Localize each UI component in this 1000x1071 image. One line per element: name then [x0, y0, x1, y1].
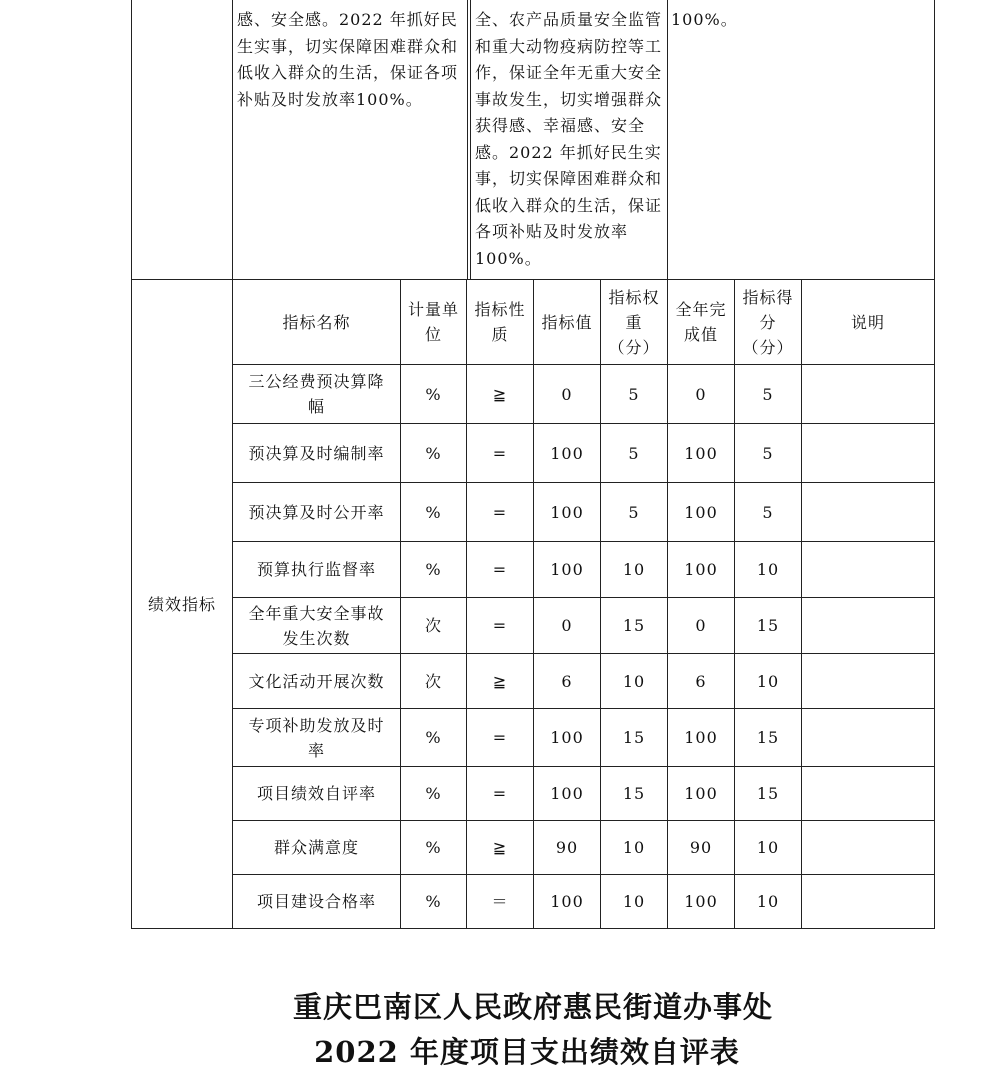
cell-nature: =: [492, 443, 508, 463]
cell-unit: %: [425, 784, 442, 803]
cell-nature: =: [492, 728, 508, 747]
cell-value: 100: [550, 892, 584, 911]
cell-note: [802, 654, 934, 708]
divider: [667, 0, 668, 279]
cell-weight: 5: [628, 384, 640, 404]
actual-text: 全、农产品质量安全监管和重大动物疫病防控等工作，保证全年无重大安全事故发生，切实增强群众获得感、幸福感、安全感。2022 年抓好民生实事，切实保障困难群众和低收入群众的生活，保证各项补贴及时发放率 100%。: [475, 10, 663, 268]
cell-weight: 15: [622, 616, 646, 635]
header-note: 说明: [850, 312, 885, 332]
cell-actual: 0: [695, 616, 707, 635]
cell-note: [802, 875, 934, 928]
cell-actual: 100: [684, 560, 718, 579]
cell-actual: 6: [695, 671, 707, 691]
cell-unit: %: [425, 838, 442, 857]
header-score: 指标得分（分）: [742, 287, 794, 357]
cell-name: 群众满意度: [273, 838, 359, 857]
cell-value: 100: [550, 560, 584, 579]
cell-note: [802, 598, 934, 653]
cell-value: 0: [561, 384, 573, 404]
cell-nature: =: [492, 560, 508, 579]
cell-note: [802, 821, 934, 874]
header-unit: 计量单位: [407, 300, 459, 344]
cell-note: [802, 709, 934, 766]
goal-text: 感、安全感。2022 年抓好民生实事，切实保障困难群众和低收入群众的生活，保证各项补贴及时发放率100%。: [237, 10, 459, 109]
cell-note: [802, 424, 934, 482]
cell-unit: 次: [424, 671, 442, 691]
cell-weight: 15: [622, 784, 646, 803]
cell-value: 100: [550, 502, 584, 522]
cell-value: 0: [561, 616, 573, 635]
cell-value: 100: [550, 443, 584, 463]
cell-score: 5: [762, 502, 774, 522]
cell-value: 6: [561, 671, 573, 691]
cell-score: 10: [756, 671, 780, 691]
cell-nature: =: [492, 784, 508, 803]
cell-value: 100: [550, 784, 584, 803]
cell-actual: 100: [684, 502, 718, 522]
cell-name: 预决算及时公开率: [248, 502, 385, 522]
cell-actual: 100: [684, 892, 718, 911]
cell-actual: 100: [684, 728, 718, 747]
cell-unit: 次: [424, 616, 442, 635]
cell-unit: %: [425, 443, 442, 463]
cell-note: [802, 542, 934, 597]
header-name: 指标名称: [282, 312, 351, 332]
cell-score: 15: [756, 728, 780, 747]
cell-actual: 90: [689, 838, 713, 857]
page-subtitle: 2022 年度项目支出绩效自评表: [314, 1035, 740, 1069]
cell-score: 5: [762, 443, 774, 463]
cell-weight: 10: [622, 892, 646, 911]
section-label: 绩效指标: [147, 594, 216, 614]
cell-actual: 0: [695, 384, 707, 404]
cell-unit: %: [425, 502, 442, 522]
cell-note: [802, 483, 934, 541]
cell-score: 10: [756, 892, 780, 911]
header-nature: 指标性质: [474, 300, 526, 344]
cell-weight: 10: [622, 838, 646, 857]
cell-weight: 5: [628, 443, 640, 463]
divider: [470, 0, 471, 279]
cell-score: 15: [756, 784, 780, 803]
cell-name: 文化活动开展次数: [248, 671, 385, 691]
cell-note: [802, 767, 934, 820]
header-value: 指标值: [541, 312, 593, 332]
divider: [467, 0, 468, 279]
page-title: 重庆巴南区人民政府惠民街道办事处: [292, 990, 773, 1024]
cell-actual: 100: [684, 784, 718, 803]
cell-nature: =: [492, 616, 508, 635]
table-border-bottom: [131, 928, 935, 929]
rate-text: 100%。: [671, 10, 738, 29]
cell-value: 100: [550, 728, 584, 747]
cell-name: 全年重大安全事故发生次数: [248, 603, 385, 648]
header-actual: 全年完成值: [675, 300, 727, 344]
cell-score: 15: [756, 616, 780, 635]
cell-name: 项目绩效自评率: [256, 784, 376, 803]
cell-unit: %: [425, 892, 442, 911]
cell-nature: =: [492, 502, 508, 522]
cell-name: 专项补助发放及时率: [248, 715, 385, 760]
cell-nature: ≧: [492, 671, 508, 691]
cell-name: 三公经费预决算降幅: [248, 372, 385, 416]
cell-unit: %: [425, 384, 442, 404]
header-weight: 指标权重（分）: [608, 287, 660, 357]
cell-nature: ≧: [492, 838, 508, 857]
cell-actual: 100: [684, 443, 718, 463]
cell-score: 5: [762, 384, 774, 404]
cell-nature: ≧: [492, 384, 508, 404]
cell-name: 预决算及时编制率: [248, 443, 385, 463]
cell-nature: ＝: [491, 892, 509, 911]
cell-weight: 10: [622, 671, 646, 691]
cell-name: 项目建设合格率: [256, 892, 376, 911]
cell-weight: 10: [622, 560, 646, 579]
cell-unit: %: [425, 560, 442, 579]
cell-unit: %: [425, 728, 442, 747]
cell-score: 10: [756, 560, 780, 579]
cell-weight: 5: [628, 502, 640, 522]
cell-score: 10: [756, 838, 780, 857]
cell-name: 预算执行监督率: [256, 560, 376, 579]
cell-note: [802, 365, 934, 423]
cell-weight: 15: [622, 728, 646, 747]
table-border-right: [934, 0, 935, 929]
cell-value: 90: [555, 838, 579, 857]
